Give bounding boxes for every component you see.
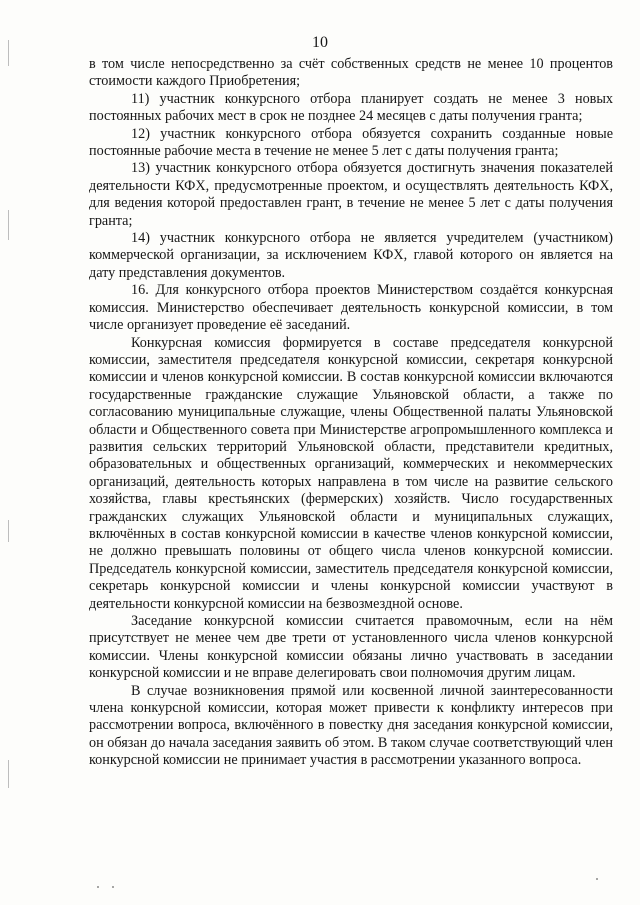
paragraph-conflict-of-interest: В случае возникновения прямой или косвенной личной заинтересованности члена конкурсной комиссии, которая может привести к конфликту интересов при рассмотрении вопроса, включённого в повестку дня заседания конкурсной комиссии, он обязан до начала заседания заявить об этом. В таком случае соответствующий член конкурсной комиссии не принимает участия в рассмотрении указанного вопроса. — [89, 682, 613, 769]
document-body — [89, 56, 613, 770]
paragraph-item-14: 14) участник конкурсного отбора не является учредителем (участником) коммерческой организации, за исключением КФХ, главой которого он является на дату представления документов. — [89, 230, 613, 281]
scan-edge-mark — [8, 760, 9, 788]
scan-edge-mark — [8, 210, 9, 240]
paragraph-item-11: 11) участник конкурсного отбора планирует создать не менее 3 новых постоянных рабочих мест в срок не позднее 24 месяцев с даты получения гранта; — [89, 90, 613, 125]
paragraph-quorum: Заседание конкурсной комиссии считается правомочным, если на нём присутствует не менее чем две трети от установленного числа членов конкурсной комиссии. Члены конкурсной комиссии обязаны лично участвовать в заседании конкурсной комиссии и не вправе делегировать свои полномочия другим лицам. — [89, 613, 613, 682]
paragraph-item-12: 12) участник конкурсного отбора обязуется сохранить созданные новые постоянные рабочие места в течение не менее 5 лет с даты получения гранта; — [89, 125, 613, 160]
scan-edge-mark — [8, 520, 9, 542]
page-number: 10 — [312, 34, 328, 51]
scan-speck — [112, 886, 114, 888]
paragraph-continuation: в том числе непосредственно за счёт собственных средств не менее 10 процентов стоимости каждого Приобретения; — [89, 56, 613, 90]
paragraph-item-13: 13) участник конкурсного отбора обязуется достигнуть значения показателей деятельности КФХ, предусмотренные проектом, и осуществлять деятельность КФХ, для ведения которой предоставлен грант, в течение не менее 5 лет с даты получения гранта; — [89, 160, 613, 229]
scan-speck — [596, 878, 598, 880]
scan-speck — [97, 886, 99, 888]
paragraph-clause-16: 16. Для конкурсного отбора проектов Министерством создаётся конкурсная комиссия. Министерство обеспечивает деятельность конкурсной комиссии, в том числе организует проведение её заседаний. — [89, 282, 613, 334]
paragraph-commission-composition: Конкурсная комиссия формируется в составе председателя конкурсной комиссии, заместителя председателя конкурсной комиссии, секретаря конкурсной комиссии и членов конкурсной комиссии. В состав конкурсной комиссии включаются государственные гражданские служащие Ульяновской области, а также по согласованию муниципальные служащие, члены Общественной палаты Ульяновской области и Общественного совета при Министерстве агропромышленного комплекса и развития сельских территорий Ульяновской области, представители кредитных, образовательных и общественных организаций, коммерческих и некоммерческих организаций, деятельность которых направлена в том числе на развитие сельского хозяйства, главы крестьянских (фермерских) хозяйств. Число государственных гражданских служащих Ульяновской области и муниципальных служащих, включённых в состав конкурсной комиссии в качестве членов конкурсной комиссии, не должно превышать половины от общего числа членов конкурсной комиссии. Председатель конкурсной комиссии, заместитель председателя конкурсной комиссии, секретарь конкурсной комиссии и члены конкурсной комиссии участвуют в деятельности конкурсной комиссии на безвозмездной основе. — [89, 334, 613, 612]
